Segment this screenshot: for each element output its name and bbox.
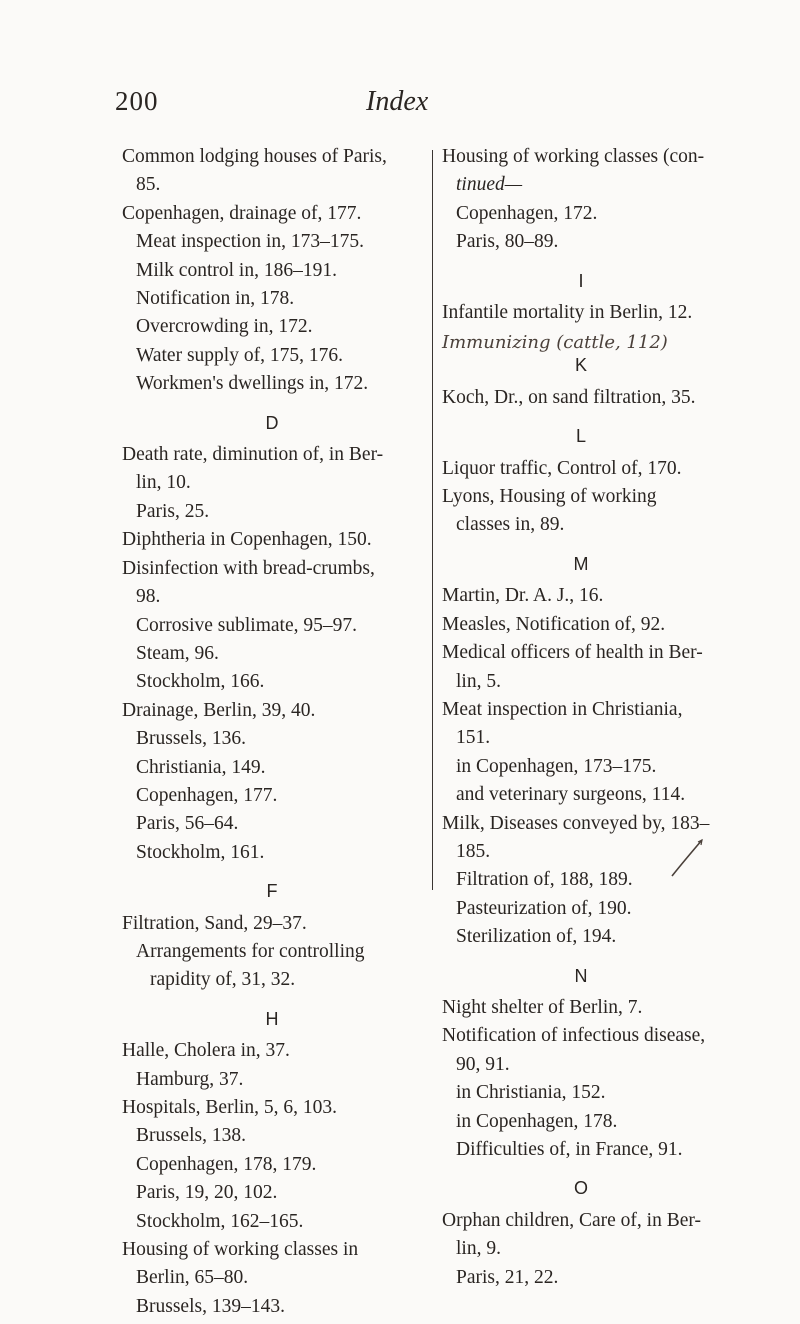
index-subentry: Copenhagen, 177. bbox=[136, 784, 278, 806]
index-subentry: Steam, 96. bbox=[136, 642, 219, 664]
index-entry: Housing of working classes (con- bbox=[442, 146, 705, 167]
section-letter-d: D bbox=[265, 412, 279, 433]
index-subentry: Brussels, 139–143. bbox=[136, 1295, 285, 1317]
page-number: 200 bbox=[115, 86, 159, 116]
index-subentry: Stockholm, 161. bbox=[136, 841, 265, 863]
index-subentry: Paris, 25. bbox=[136, 500, 210, 522]
index-subentry: Workmen's dwellings in, 172. bbox=[136, 373, 369, 395]
index-subentry: Paris, 56–64. bbox=[136, 813, 239, 835]
index-subentry: in Copenhagen, 178. bbox=[456, 1110, 618, 1132]
index-entry: Common lodging houses of Paris, bbox=[122, 146, 387, 167]
pencil-mark bbox=[670, 838, 704, 878]
index-subentry: lin, 9. bbox=[456, 1238, 501, 1260]
index-entry: Milk, Diseases conveyed by, 183– bbox=[442, 812, 710, 834]
handwritten-text: Immunizing (cattle, 112) bbox=[442, 332, 668, 354]
index-entry: Orphan children, Care of, in Ber- bbox=[442, 1209, 701, 1231]
index-entry: Notification of infectious disease, bbox=[442, 1025, 706, 1047]
index-subentry: Water supply of, 175, 176. bbox=[136, 344, 343, 366]
index-entry: Copenhagen, drainage of, 177. bbox=[122, 202, 362, 224]
index-subentry: Difficulties of, in France, 91. bbox=[456, 1139, 683, 1160]
index-entry: Death rate, diminution of, in Ber- bbox=[122, 444, 384, 466]
running-head: Index bbox=[366, 86, 429, 117]
index-subentry: Corrosive sublimate, 95–97. bbox=[136, 614, 357, 636]
index-subentry: Stockholm, 162–165. bbox=[136, 1210, 304, 1232]
index-subentry: Meat inspection in, 173–175. bbox=[136, 231, 365, 253]
index-entry: Medical officers of health in Ber- bbox=[442, 642, 703, 664]
index-subentry: Copenhagen, 172. bbox=[456, 202, 598, 224]
index-entry: Meat inspection in Christiania, bbox=[442, 698, 683, 720]
index-subentry: and veterinary surgeons, 114. bbox=[456, 784, 686, 806]
section-letter-f: F bbox=[266, 881, 278, 902]
index-subentry: Berlin, 65–80. bbox=[136, 1267, 249, 1289]
index-subentry: Arrangements for controlling bbox=[136, 940, 365, 962]
index-subentry: Copenhagen, 178, 179. bbox=[136, 1153, 317, 1175]
index-subentry: 151. bbox=[456, 727, 491, 749]
index-subentry: Paris, 19, 20, 102. bbox=[136, 1182, 278, 1204]
index-entry: Liquor traffic, Control of, 170. bbox=[442, 457, 682, 479]
index-entry: Night shelter of Berlin, 7. bbox=[442, 996, 643, 1018]
index-entry: Disinfection with bread-crumbs, bbox=[122, 557, 375, 579]
index-subentry: Filtration of, 188, 189. bbox=[456, 869, 633, 891]
index-entry: Halle, Cholera in, 37. bbox=[122, 1040, 290, 1062]
index-entry: Lyons, Housing of working bbox=[442, 486, 657, 508]
index-subentry: Brussels, 136. bbox=[136, 728, 246, 750]
index-subentry: Overcrowding in, 172. bbox=[136, 316, 313, 338]
handwritten-annotation bbox=[442, 327, 720, 357]
index-subentry: Paris, 80–89. bbox=[456, 231, 559, 253]
index-subentry: Hamburg, 37. bbox=[136, 1068, 244, 1090]
section-letter-l: L bbox=[575, 426, 586, 447]
section-letter-m: M bbox=[573, 553, 589, 574]
index-entry: Drainage, Berlin, 39, 40. bbox=[122, 699, 316, 721]
index-subentry: in Copenhagen, 173–175. bbox=[456, 755, 657, 777]
section-letter-k: K bbox=[574, 355, 587, 376]
index-entry: Infantile mortality in Berlin, 12. bbox=[442, 302, 693, 324]
index-subentry: Stockholm, 166. bbox=[136, 671, 265, 693]
index-subentry: Milk control in, 186–191. bbox=[136, 259, 337, 281]
index-subentry: Christiania, 149. bbox=[136, 756, 266, 778]
index-subentry: rapidity of, 31, 32. bbox=[150, 969, 296, 991]
index-subentry: in Christiania, 152. bbox=[456, 1082, 606, 1104]
index-entry: Filtration, Sand, 29–37. bbox=[122, 912, 307, 934]
index-subentry: lin, 10. bbox=[136, 472, 191, 494]
index-subentry: 85. bbox=[136, 174, 161, 196]
index-subentry: classes in, 89. bbox=[456, 514, 565, 536]
index-entry: Hospitals, Berlin, 5, 6, 103. bbox=[122, 1097, 338, 1118]
section-letter-h: H bbox=[265, 1008, 279, 1029]
index-subentry: tinued— bbox=[456, 174, 523, 196]
index-subentry: 98. bbox=[136, 586, 161, 608]
index-entry: Koch, Dr., on sand filtration, 35. bbox=[442, 386, 696, 408]
index-subentry: 185. bbox=[456, 840, 491, 862]
section-letter-i: I bbox=[578, 270, 584, 291]
index-subentry: Notification in, 178. bbox=[136, 288, 295, 310]
index-column-right bbox=[442, 143, 720, 1292]
index-subentry: 90, 91. bbox=[456, 1053, 510, 1075]
index-entry: Diphtheria in Copenhagen, 150. bbox=[122, 529, 372, 551]
section-letter-o: O bbox=[573, 1178, 588, 1199]
index-subentry: Pasteurization of, 190. bbox=[456, 897, 632, 919]
index-subentry: Sterilization of, 194. bbox=[456, 926, 617, 948]
index-subentry: lin, 5. bbox=[456, 670, 501, 692]
column-rule bbox=[432, 150, 433, 890]
index-column-left bbox=[122, 143, 422, 1321]
index-entry: Measles, Notification of, 92. bbox=[442, 613, 666, 635]
index-entry: Martin, Dr. A. J., 16. bbox=[442, 585, 604, 607]
index-subentry: Paris, 21, 22. bbox=[456, 1266, 559, 1288]
index-entry: Housing of working classes in bbox=[122, 1239, 359, 1261]
index-subentry: Brussels, 138. bbox=[136, 1125, 246, 1147]
section-letter-n: N bbox=[574, 965, 588, 986]
